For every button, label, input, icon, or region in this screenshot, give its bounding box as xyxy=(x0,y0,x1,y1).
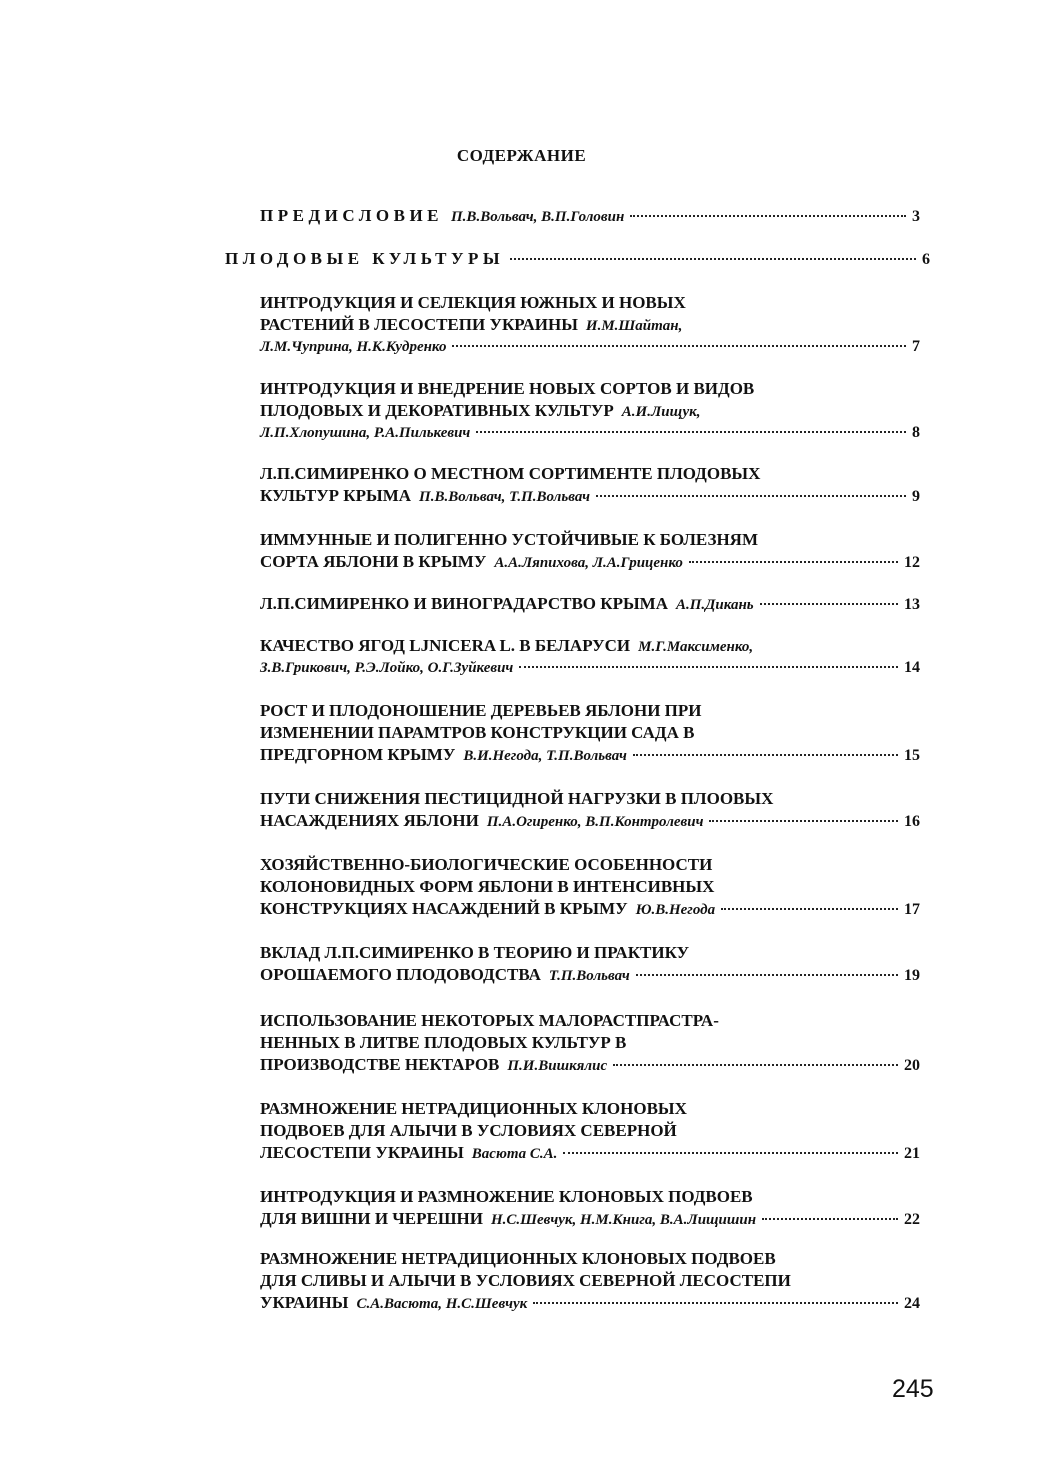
entry-title: НЕННЫХ В ЛИТВЕ ПЛОДОВЫХ КУЛЬТУР В xyxy=(260,1033,627,1052)
entry-title: КУЛЬТУР КРЫМА xyxy=(260,486,412,505)
page-number: 24 xyxy=(904,1295,920,1312)
page-number: 17 xyxy=(904,901,920,918)
dot-leader xyxy=(633,753,898,756)
toc-entry-line xyxy=(260,334,920,360)
entry-title: ПОДВОЕВ ДЛЯ АЛЫЧИ В УСЛОВИЯХ СЕВЕРНОЙ xyxy=(260,1121,677,1140)
page-number: 19 xyxy=(904,967,920,984)
entry-authors: А.П.Дикань xyxy=(675,597,754,613)
toc-entry-line xyxy=(260,420,920,446)
dot-leader xyxy=(563,1151,898,1154)
entry-title: СОРТА ЯБЛОНИ В КРЫМУ xyxy=(260,552,487,571)
folio-page-number: 245 xyxy=(892,1375,934,1403)
dot-leader xyxy=(510,257,916,260)
entry-title: РАЗМНОЖЕНИЕ НЕТРАДИЦИОННЫХ КЛОНОВЫХ xyxy=(260,1099,687,1118)
toc-entry-line xyxy=(260,896,920,923)
page-number: 14 xyxy=(904,659,920,676)
dot-leader xyxy=(721,907,898,910)
entry-title: ИСПОЛЬЗОВАНИЕ НЕКОТОРЫХ МАЛОРАСТПРАСТРА- xyxy=(260,1011,719,1030)
dot-leader xyxy=(452,344,906,347)
entry-authors: М.Г.Максименко, xyxy=(638,639,754,655)
entry-title: ПРОИЗВОДСТВЕ НЕКТАРОВ xyxy=(260,1055,500,1074)
dot-leader xyxy=(476,430,906,433)
toc-entry-line xyxy=(260,1052,920,1079)
dot-leader xyxy=(762,1217,898,1220)
toc-entry-line xyxy=(260,1140,920,1167)
entry-title: УКРАИНЫ xyxy=(260,1293,349,1312)
page-number: 15 xyxy=(904,747,920,764)
entry-authors: И.М.Шайтан, xyxy=(585,318,683,334)
page-number: 8 xyxy=(912,424,920,441)
entry-title: КОЛОНОВИДНЫХ ФОРМ ЯБЛОНИ В ИНТЕНСИВНЫХ xyxy=(260,877,715,896)
page-number: 6 xyxy=(922,251,930,268)
dot-leader xyxy=(709,819,898,822)
entry-authors: С.А.Васюта, Н.С.Шевчук xyxy=(356,1296,528,1312)
toc-entry-line xyxy=(260,655,920,681)
entry-authors: Л.М.Чуприна, Н.К.Кудренко xyxy=(260,339,447,355)
entry-authors: А.И.Лищук, xyxy=(621,404,701,420)
entry-title: ПЛОДОВЫХ И ДЕКОРАТИВНЫХ КУЛЬТУР xyxy=(260,401,614,420)
page-number: 21 xyxy=(904,1145,920,1162)
toc-entry-line xyxy=(260,1206,920,1233)
entry-authors: Васюта С.А. xyxy=(471,1146,558,1162)
entry-title: ПУТИ СНИЖЕНИЯ ПЕСТИЦИДНОЙ НАГРУЗКИ В ПЛООВЫХ xyxy=(260,789,774,808)
entry-title: ИЗМЕНЕНИИ ПАРАМТРОВ КОНСТРУКЦИИ САДА В xyxy=(260,723,695,742)
page-number: 12 xyxy=(904,554,920,571)
toc-entry-line xyxy=(260,962,920,989)
dot-leader xyxy=(533,1301,898,1304)
page-title: СОДЕРЖАНИЕ xyxy=(456,146,587,165)
page-number: 9 xyxy=(912,488,920,505)
page-number: 22 xyxy=(904,1211,920,1228)
entry-title: Л.П.СИМИРЕНКО И ВИНОГРАДАРСТВО КРЫМА xyxy=(260,594,668,613)
entry-title: РОСТ И ПЛОДОНОШЕНИЕ ДЕРЕВЬЕВ ЯБЛОНИ ПРИ xyxy=(260,701,702,720)
dot-leader xyxy=(613,1063,898,1066)
entry-title: ИНТРОДУКЦИЯ И СЕЛЕКЦИЯ ЮЖНЫХ И НОВЫХ xyxy=(260,293,686,312)
page-number: 16 xyxy=(904,813,920,830)
page-number: 3 xyxy=(912,208,920,225)
entry-title: ИММУННЫЕ И ПОЛИГЕННО УСТОЙЧИВЫЕ К БОЛЕЗНЯМ xyxy=(260,530,758,549)
entry-authors: Л.П.Хлопушина, Р.А.Пилькевич xyxy=(260,425,471,441)
toc-section xyxy=(225,246,930,272)
entry-title: ДЛЯ ВИШНИ И ЧЕРЕШНИ xyxy=(260,1209,483,1228)
dot-leader xyxy=(519,665,898,668)
entry-authors: А.А.Ляпихова, Л.А.Гриценко xyxy=(494,555,683,571)
toc-entry-line xyxy=(260,483,920,510)
entry-authors: З.В.Грикович, Р.Э.Лойко, О.Г.Зуйкевич xyxy=(260,660,514,676)
toc-preface xyxy=(260,203,920,230)
page-number: 7 xyxy=(912,338,920,355)
toc-entry-line xyxy=(260,1290,920,1317)
toc-entry-line xyxy=(260,591,920,618)
dot-leader xyxy=(596,494,906,497)
dot-leader xyxy=(630,214,906,217)
preface-title: ПРЕДИСЛОВИЕ xyxy=(260,206,444,225)
entry-authors: П.А.Огиренко, В.П.Контролевич xyxy=(486,814,704,830)
entry-authors: Ю.В.Негода xyxy=(635,902,716,918)
entry-authors: П.В.Вольвач, Т.П.Вольвач xyxy=(419,489,591,505)
entry-authors: П.И.Вишкялис xyxy=(507,1058,608,1074)
entry-title: ХОЗЯЙСТВЕННО-БИОЛОГИЧЕСКИЕ ОСОБЕННОСТИ xyxy=(260,855,713,874)
entry-title: Л.П.СИМИРЕНКО О МЕСТНОМ СОРТИМЕНТЕ ПЛОДОВЫХ xyxy=(260,464,761,483)
entry-authors: Т.П.Вольвач xyxy=(548,968,630,984)
entry-title: НАСАЖДЕНИЯХ ЯБЛОНИ xyxy=(260,811,479,830)
entry-title: ПРЕДГОРНОМ КРЫМУ xyxy=(260,745,456,764)
dot-leader xyxy=(760,602,898,605)
dot-leader xyxy=(689,560,898,563)
dot-leader xyxy=(636,973,898,976)
entry-title: ИНТРОДУКЦИЯ И ВНЕДРЕНИЕ НОВЫХ СОРТОВ И ВИДОВ xyxy=(260,379,755,398)
entry-title: РАЗМНОЖЕНИЕ НЕТРАДИЦИОННЫХ КЛОНОВЫХ ПОДВОЕВ xyxy=(260,1249,776,1268)
entry-title: КАЧЕСТВО ЯГОД LJNICERA L. В БЕЛАРУСИ xyxy=(260,636,631,655)
section-title: ПЛОДОВЫЕ КУЛЬТУРЫ xyxy=(225,249,505,268)
entry-title: ОРОШАЕМОГО ПЛОДОВОДСТВА xyxy=(260,965,541,984)
entry-title: РАСТЕНИЙ В ЛЕСОСТЕПИ УКРАИНЫ xyxy=(260,315,578,334)
entry-title: ДЛЯ СЛИВЫ И АЛЫЧИ В УСЛОВИЯХ СЕВЕРНОЙ ЛЕСОСТЕПИ xyxy=(260,1271,791,1290)
entry-authors: В.И.Негода, Т.П.Вольвач xyxy=(463,748,627,764)
entry-title: ЛЕСОСТЕПИ УКРАИНЫ xyxy=(260,1143,464,1162)
toc-entry-line xyxy=(260,808,920,835)
entry-title: КОНСТРУКЦИЯХ НАСАЖДЕНИЙ В КРЫМУ xyxy=(260,899,628,918)
entry-authors: Н.С.Шевчук, Н.М.Книга, В.А.Лищишин xyxy=(490,1212,757,1228)
toc-entry-line xyxy=(260,549,920,576)
toc-entry-line xyxy=(260,742,920,769)
entry-title: ВКЛАД Л.П.СИМИРЕНКО В ТЕОРИЮ И ПРАКТИКУ xyxy=(260,943,690,962)
page-number: 20 xyxy=(904,1057,920,1074)
entry-title: ИНТРОДУКЦИЯ И РАЗМНОЖЕНИЕ КЛОНОВЫХ ПОДВОЕВ xyxy=(260,1187,753,1206)
page-number: 13 xyxy=(904,596,920,613)
preface-authors: П.В.Вольвач, В.П.Головин xyxy=(451,209,625,225)
